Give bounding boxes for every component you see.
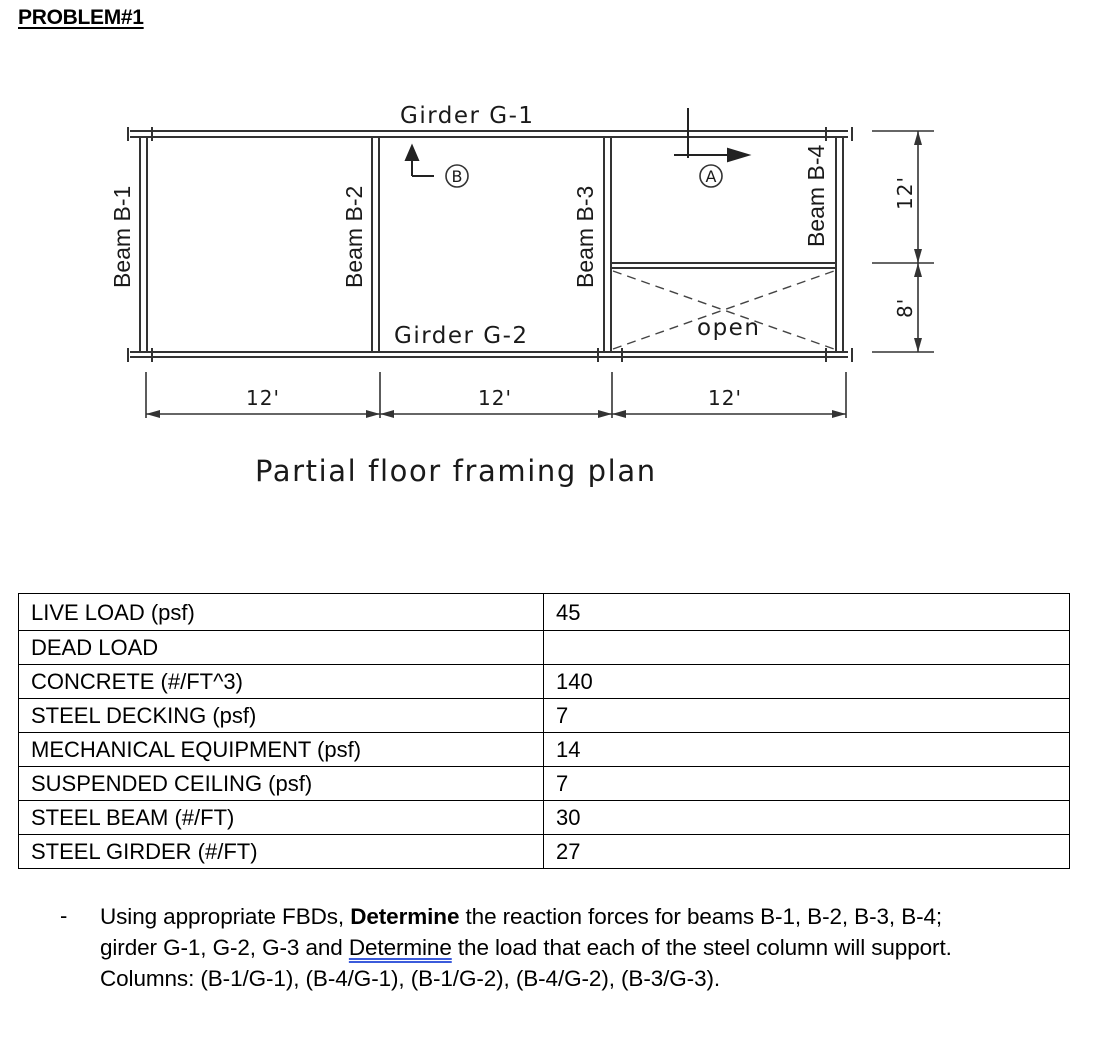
load-label: MECHANICAL EQUIPMENT (psf) (19, 733, 544, 767)
open-label: open (697, 315, 761, 341)
marker-a: A (705, 167, 717, 186)
instruction-line-3: Columns: (B-1/G-1), (B-4/G-1), (B-1/G-2), (B-4/G-2), (B-3/G-3). (100, 966, 721, 991)
load-value: 45 (544, 594, 1070, 631)
instruction-text: Using appropriate FBDs, (100, 904, 351, 929)
table-row (19, 665, 1070, 699)
problem-title: PROBLEM#1 (18, 6, 144, 29)
beam-b3-label: Beam B-3 (572, 185, 598, 288)
table-row (19, 733, 1070, 767)
load-label: SUSPENDED CEILING (psf) (19, 767, 544, 801)
marker-b: B (451, 167, 463, 186)
load-label: DEAD LOAD (19, 631, 544, 665)
height-bottom-dimension: 8' (893, 297, 917, 318)
table-row (19, 631, 1070, 665)
table-row (19, 699, 1070, 733)
beam-b1-label: Beam B-1 (109, 185, 135, 288)
loads-table (18, 593, 1070, 869)
load-label: CONCRETE (#/FT^3) (19, 665, 544, 699)
instruction-underlined: Determine (348, 935, 452, 960)
girder-g2-label: Girder G-2 (394, 323, 529, 349)
plan-caption: Partial floor framing plan (255, 454, 657, 488)
load-value: 7 (544, 699, 1070, 733)
beam-b4-label: Beam B-4 (803, 144, 829, 247)
instruction-line-1 (100, 901, 1080, 932)
load-label: STEEL DECKING (psf) (19, 699, 544, 733)
girder-g1-label: Girder G-1 (400, 103, 535, 129)
span-3-dimension: 12' (708, 386, 742, 410)
beam-b2-label: Beam B-2 (341, 185, 367, 288)
height-top-dimension: 12' (893, 176, 917, 210)
table-row (19, 594, 1070, 631)
load-label: STEEL GIRDER (#/FT) (19, 835, 544, 869)
load-label: LIVE LOAD (psf) (19, 594, 544, 631)
load-value: 27 (544, 835, 1070, 869)
instruction-paragraph (100, 901, 1080, 994)
load-value (544, 631, 1070, 665)
instruction-text: girder G-1, G-2, G-3 and (100, 935, 349, 960)
load-value: 140 (544, 665, 1070, 699)
instruction-line-2 (100, 932, 1080, 963)
table-row (19, 801, 1070, 835)
load-value: 30 (544, 801, 1070, 835)
instruction-text: the reaction forces for beams B-1, B-2, B-3, B-4; (459, 904, 943, 929)
table-row (19, 767, 1070, 801)
span-1-dimension: 12' (246, 386, 280, 410)
instruction-bold: Determine (350, 904, 460, 929)
load-value: 14 (544, 733, 1070, 767)
load-label: STEEL BEAM (#/FT) (19, 801, 544, 835)
load-value: 7 (544, 767, 1070, 801)
instruction-text: the load that each of the steel column will support. (451, 935, 952, 960)
span-2-dimension: 12' (478, 386, 512, 410)
floor-framing-plan (0, 90, 1000, 500)
bullet-dash: - (60, 903, 68, 928)
table-row (19, 835, 1070, 869)
